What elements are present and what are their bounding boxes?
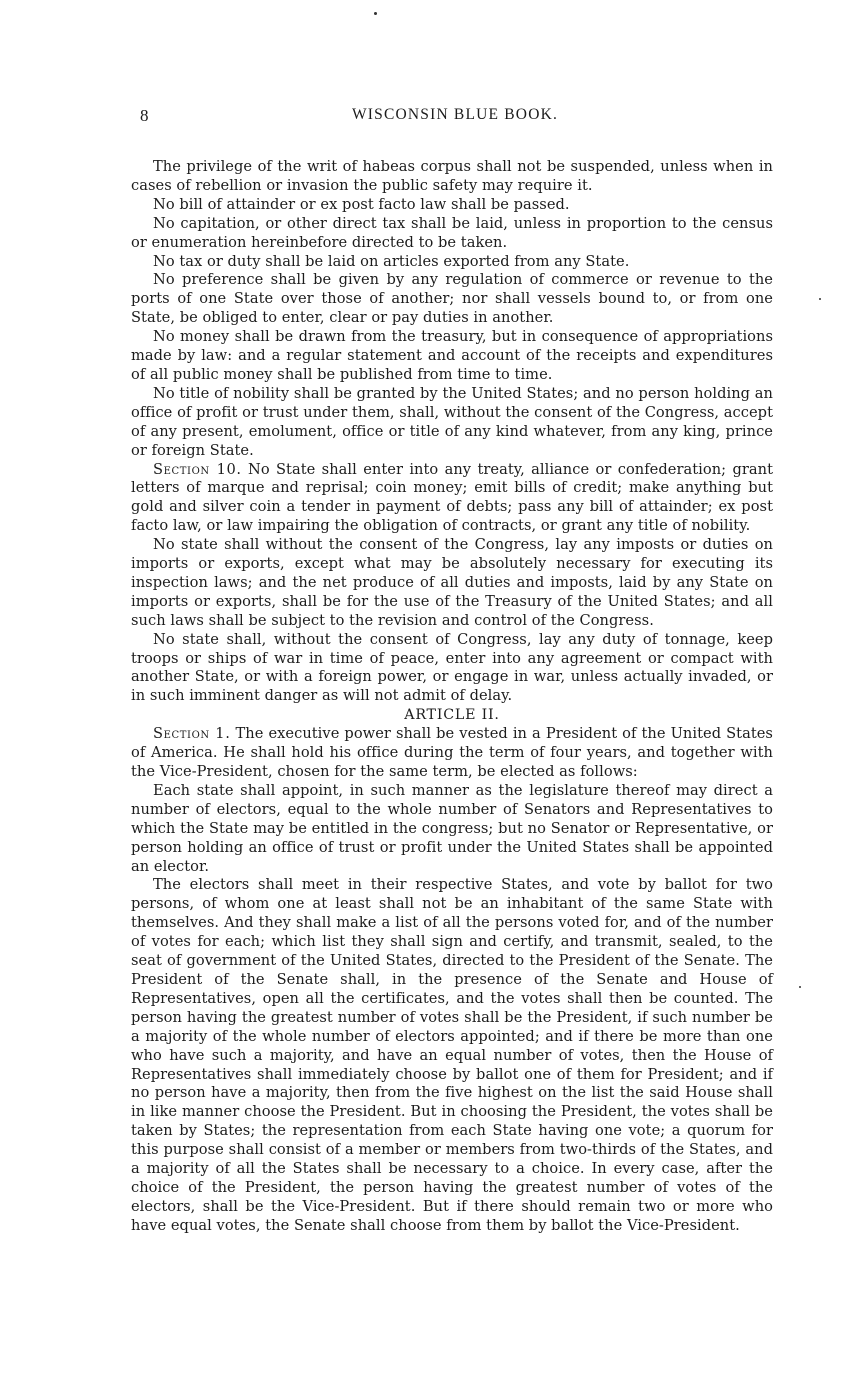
paragraph: No state shall without the consent of the Congress, lay any imposts or duties on imports or exports, except what may be absolutely necessary for executing its inspection laws; and the net produce of all duties and imposts, laid by any State on imports or exports, shall be for the use of the Treasury of the United States; and all such laws shall be subject to the revision and control of the Congress.	[131, 536, 773, 629]
article-heading: ARTICLE II.	[404, 707, 500, 724]
body-text	[131, 158, 773, 1236]
paragraph: No tax or duty shall be laid on articles exported from any State.	[153, 252, 630, 270]
running-head: WISCONSIN BLUE BOOK.	[351, 106, 559, 123]
section-1-paragraph	[131, 725, 773, 782]
paragraph: No money shall be drawn from the treasury, but in consequence of appropriations made by law: and a regular statement and account of the receipts and expenditures of all public money shall be published from time to time.	[131, 328, 773, 383]
paragraph: No title of nobility shall be granted by the United States; and no person holding an office of profit or trust under them, shall, without the consent of the Congress, accept of any present, emolument, office or title of any kind whatever, from any king, prince or foreign State.	[131, 384, 773, 459]
print-speck	[799, 986, 801, 988]
print-speck	[374, 12, 377, 15]
paragraph: No capitation, or other direct tax shall be laid, unless in proportion to the census or enumeration hereinbefore directed to be taken.	[131, 214, 773, 251]
paragraph: No preference shall be given by any regulation of commerce or revenue to the ports of one State over those of another; nor shall vessels bound to, or from one State, be obliged to enter, clear or pay duties in another.	[131, 271, 773, 327]
paragraph: Each state shall appoint, in such manner as the legislature thereof may direct a number of electors, equal to the whole number of Senators and Representatives to which the State may be entitled in the congress; but no Senator or Representative, or person holding an office of trust or profit under the United States shall be appointed an elector.	[131, 781, 773, 875]
section-label: Section 1.	[153, 725, 231, 743]
paragraph: The privilege of the writ of habeas corpus shall not be suspended, unless when in cases of rebellion or invasion the public safety may require it.	[131, 158, 773, 194]
section-text: No State shall enter into any treaty, alliance or confederation; grant letters of marque and reprisal; coin money; emit bills of credit; make anything but gold and silver coin a tender in payment of debts; pass any bill of attainder; ex post facto law, or law impairing the obligation of contracts, or grant any title of nobility.	[131, 460, 773, 535]
paragraph: No bill of attainder or ex post facto law shall be passed.	[153, 195, 570, 213]
paragraph: The electors shall meet in their respective States, and vote by ballot for two persons, of whom one at least shall not be an inhabitant of the same State with themselves. And they shall make a list of all the persons voted for, and of the number of votes for each; which list they shall sign and certify, and transmit, sealed, to the seat of government of the United States, directed to the President of the Senate. The President of the Senate shall, in the presence of the Senate and House of Representatives, open all the certificates, and the votes shall then be counted. The person having the greatest number of votes shall be the President, if such number be a majority of the whole number of electors appointed; and if there be more than one who have such a majority, and have an equal number of votes, then the House of Representatives shall immediately choose by ballot one of them for President; and if no person have a majority, then from the five highest on the list the said House shall in like manner choose the President. But in choosing the President, the votes shall be taken by States; the representation from each State having one vote; a quorum for this purpose shall consist of a member or members from two-thirds of the States, and a majority of all the States shall be necessary to a choice. In every case, after the choice of the President, the person having the greatest number of votes of the electors, shall be the Vice-President. But if there should remain two or more who have equal votes, the Senate shall choose from them by ballot the Vice-President.	[131, 876, 773, 1234]
paragraph: No state shall, without the consent of Congress, lay any duty of tonnage, keep troops or ships of war in time of peace, enter into any agreement or compact with another State, or with a foreign power, or engage in war, unless actually invaded, or in such imminent danger as will not admit of delay.	[131, 630, 773, 705]
print-speck	[819, 298, 821, 300]
section-10-paragraph	[131, 461, 773, 537]
page-header	[140, 106, 770, 128]
page-number: 8	[140, 106, 149, 125]
section-label: Section 10.	[153, 460, 242, 478]
section-text: The executive power shall be vested in a President of the United States of America. He shall hold his office during the term of four years, and together with the Vice-President, chosen for the same term, be elected as follows:	[131, 725, 773, 780]
